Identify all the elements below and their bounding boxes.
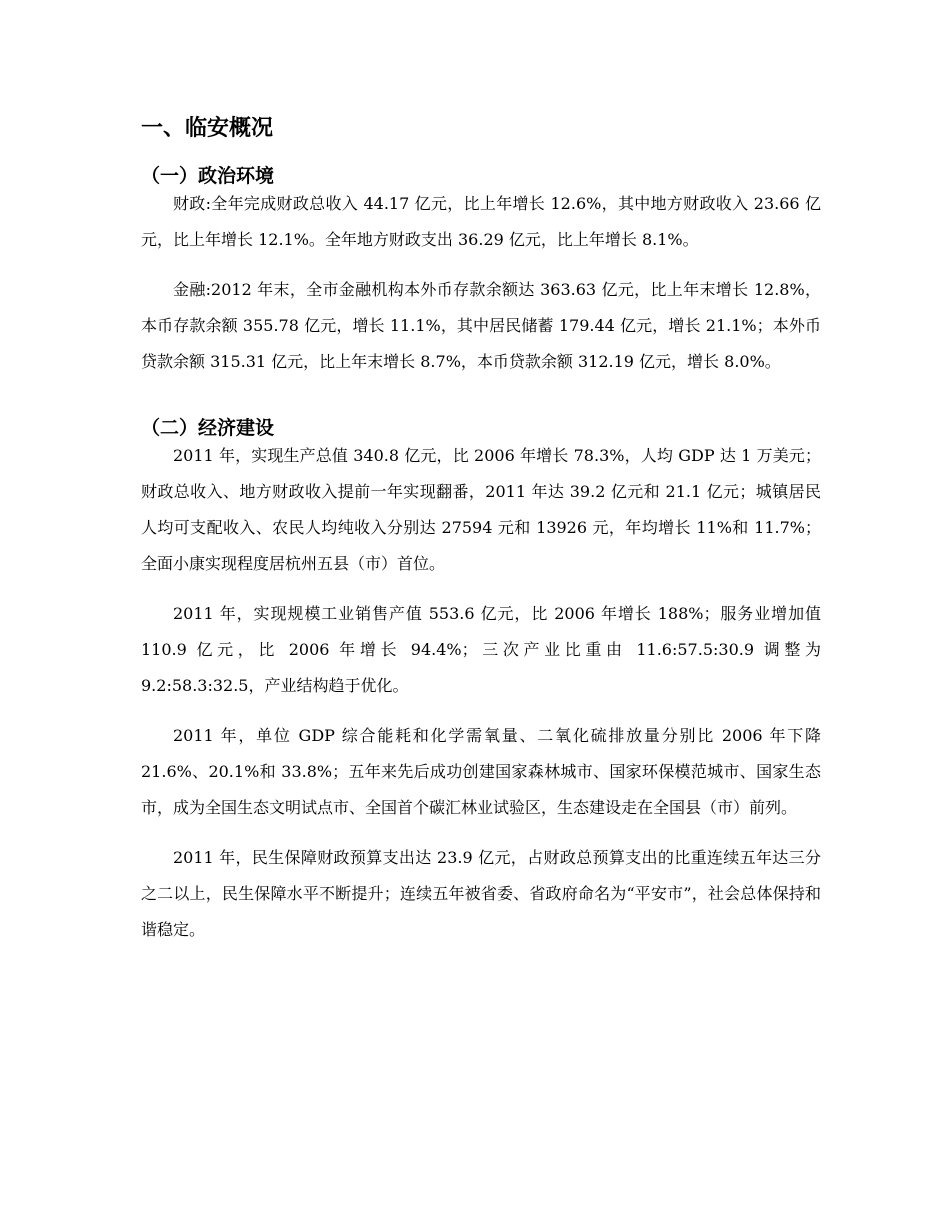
section-heading-economy: （二）经济建设 bbox=[141, 417, 275, 439]
paragraph-gdp: 2011 年，实现生产总值 340.8 亿元，比 2006 年增长 78.3%，人均 GDP 达 1 万美元；财政总收入、地方财政收入提前一年实现翻番，2011 年达 39.2 亿元和 21.1 亿元；城镇居民人均可支配收入、农民人均纯收入分别达 27594 元和 13926 元，年均增长 11%和 11.7%；全面小康实现程度居杭州五县（市）首位。 bbox=[141, 446, 821, 573]
paragraph-livelihood: 2011 年，民生保障财政预算支出达 23.9 亿元，占财政总预算支出的比重连续五年达三分之二以上，民生保障水平不断提升；连续五年被省委、省政府命名为“平安市”，社会总体保持和谐稳定。 bbox=[141, 848, 821, 939]
paragraph-banking: 金融:2012 年末，全市金融机构本外币存款余额达 363.63 亿元，比上年末增长 12.8%，本币存款余额 355.78 亿元，增长 11.1%，其中居民储蓄 179.44 亿元，增长 21.1%；本外币贷款余额 315.31 亿元，比上年末增长 8.7%，本币贷款余额 312.19 亿元，增长 8.0%。 bbox=[141, 280, 821, 371]
paragraph-finance: 财政:全年完成财政总收入 44.17 亿元，比上年增长 12.6%，其中地方财政收入 23.66 亿元，比上年增长 12.1%。全年地方财政支出 36.29 亿元，比上年增长 8.1%。 bbox=[141, 194, 821, 249]
section-heading-politics: （一）政治环境 bbox=[141, 165, 275, 187]
document-title: 一、临安概况 bbox=[141, 116, 274, 141]
paragraph-ecology: 2011 年，单位 GDP 综合能耗和化学需氧量、二氧化硫排放量分别比 2006 年下降 21.6%、20.1%和 33.8%；五年来先后成功创建国家森林城市、国家环保模范城市、国家生态市，成为全国生态文明试点市、全国首个碳汇林业试验区，生态建设走在全国县（市）前列。 bbox=[141, 726, 821, 817]
paragraph-industry: 2011 年，实现规模工业销售产值 553.6 亿元，比 2006 年增长 188%；服务业增加值 110.9 亿元，比 2006 年增长 94.4%；三次产业比重由 11.6:57.5:30.9 调整为 9.2:58.3:32.5，产业结构趋于优化。 bbox=[141, 604, 821, 695]
document-body bbox=[141, 112, 821, 962]
